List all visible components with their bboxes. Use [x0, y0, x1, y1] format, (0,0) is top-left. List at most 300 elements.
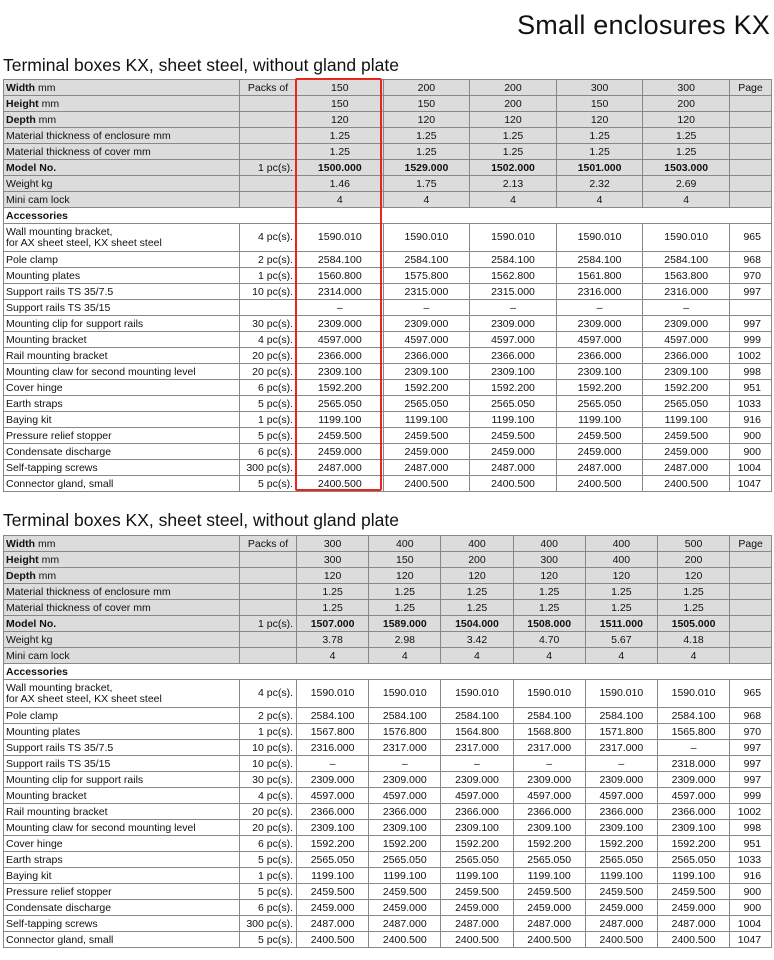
accessory-label-line: Mounting clip for support rails	[6, 773, 144, 786]
model-row	[4, 160, 772, 176]
lock-value: 4	[383, 192, 470, 208]
packs-header: Packs of	[240, 536, 297, 552]
accessory-part-number: 2309.100	[383, 364, 470, 380]
accessory-part-number: 2400.500	[643, 476, 730, 492]
accessory-part-number: 2400.500	[556, 476, 643, 492]
accessory-label-line: Support rails TS 35/15	[6, 757, 111, 770]
accessory-part-number: 2309.000	[383, 316, 470, 332]
accessory-part-number: 2400.500	[369, 932, 441, 948]
page-cell: 999	[729, 332, 771, 348]
accessory-part-number: 2487.000	[297, 916, 369, 932]
accessory-part-number: 2459.500	[297, 884, 369, 900]
accessory-part-number: 1199.100	[470, 412, 557, 428]
pack-cell: 1 pc(s).	[240, 616, 297, 632]
accessories-label: Accessories	[4, 208, 772, 224]
page-header: Page	[730, 536, 772, 552]
lock-label: Mini cam lock	[4, 192, 240, 208]
accessory-part-number: 2309.100	[556, 364, 643, 380]
section-title: Terminal boxes KX, sheet steel, without gland plate	[3, 510, 399, 530]
accessory-part-number: 2565.050	[297, 396, 384, 412]
model-row	[4, 616, 772, 632]
spec-value: 1.25	[470, 144, 557, 160]
pack-cell: 1 pc(s).	[240, 268, 297, 284]
width-label	[4, 80, 240, 96]
model-number: 1505.000	[657, 616, 729, 632]
accessory-part-number: 2459.500	[369, 884, 441, 900]
model-number: 1500.000	[297, 160, 384, 176]
weight-label: Weight kg	[4, 176, 240, 192]
accessory-label-line: Mounting claw for second mounting level	[6, 365, 196, 378]
accessory-part-number: 2459.500	[585, 884, 657, 900]
pack-cell: 20 pc(s).	[240, 820, 297, 836]
accessory-label	[4, 476, 240, 492]
accessory-part-number: 1590.010	[369, 680, 441, 708]
page-cell	[730, 600, 772, 616]
accessory-part-number: 1592.200	[383, 380, 470, 396]
spec-row	[4, 112, 772, 128]
lock-value: 4	[470, 192, 557, 208]
accessory-part-number: 2309.000	[657, 772, 729, 788]
lock-value: 4	[657, 648, 729, 664]
accessory-label-line: Support rails TS 35/7.5	[6, 285, 114, 298]
accessory-row	[4, 804, 772, 820]
accessory-part-number: –	[556, 300, 643, 316]
accessory-part-number: 2309.100	[369, 820, 441, 836]
accessory-part-number: 2459.500	[657, 884, 729, 900]
accessory-label	[4, 680, 240, 708]
accessory-part-number: 1199.100	[657, 868, 729, 884]
accessory-part-number: 2459.500	[643, 428, 730, 444]
lock-row	[4, 648, 772, 664]
width-label	[4, 536, 240, 552]
spec-row	[4, 552, 772, 568]
weight-row	[4, 632, 772, 648]
spec-value: 120	[657, 568, 729, 584]
accessory-part-number: 1592.200	[513, 836, 585, 852]
spec-value: 1.25	[513, 600, 585, 616]
accessory-label-line: Connector gland, small	[6, 933, 114, 946]
page-cell	[729, 160, 771, 176]
weight-value: 3.42	[441, 632, 513, 648]
accessory-part-number: 2565.050	[585, 852, 657, 868]
accessory-label	[4, 252, 240, 268]
spec-value: 1.25	[470, 128, 557, 144]
spec-row	[4, 600, 772, 616]
accessory-part-number: 2309.100	[513, 820, 585, 836]
pack-cell: 30 pc(s).	[240, 316, 297, 332]
spec-value: 200	[643, 96, 730, 112]
width-label-unit: mm	[37, 81, 56, 94]
model-label: Model No.	[4, 160, 240, 176]
pack-cell: 6 pc(s).	[240, 380, 297, 396]
width-value: 500	[657, 536, 729, 552]
pack-cell: 5 pc(s).	[240, 476, 297, 492]
accessory-row	[4, 348, 772, 364]
accessory-part-number: 4597.000	[556, 332, 643, 348]
accessory-row	[4, 932, 772, 948]
spec-label-unit: mm	[38, 113, 57, 126]
accessory-label	[4, 348, 240, 364]
width-value: 300	[556, 80, 643, 96]
accessory-row	[4, 300, 772, 316]
page-cell	[729, 144, 771, 160]
page-cell: 951	[729, 380, 771, 396]
accessory-label-line: Wall mounting bracket,	[6, 681, 113, 694]
spec-value: 120	[441, 568, 513, 584]
spec-value: 1.25	[297, 584, 369, 600]
spec-value: 150	[297, 96, 384, 112]
accessory-row	[4, 412, 772, 428]
accessory-part-number: 2366.000	[297, 804, 369, 820]
accessory-part-number: 2459.000	[297, 900, 369, 916]
accessory-part-number: 2309.000	[441, 772, 513, 788]
spec-label-text: Height	[6, 553, 39, 566]
lock-value: 4	[513, 648, 585, 664]
accessory-label-line: Pressure relief stopper	[6, 429, 112, 442]
accessory-part-number: 2309.000	[297, 772, 369, 788]
spec-label	[4, 112, 240, 128]
accessory-part-number: 2366.000	[470, 348, 557, 364]
accessory-row	[4, 284, 772, 300]
pack-cell	[240, 96, 297, 112]
accessory-part-number: –	[369, 756, 441, 772]
page-cell: 965	[729, 224, 771, 252]
accessory-label-line: Mounting plates	[6, 269, 81, 282]
accessory-part-number: –	[513, 756, 585, 772]
accessory-part-number: 2459.500	[513, 884, 585, 900]
accessory-part-number: 2400.500	[585, 932, 657, 948]
page-cell	[730, 648, 772, 664]
pack-cell: 4 pc(s).	[240, 224, 297, 252]
width-value: 300	[643, 80, 730, 96]
lock-value: 4	[441, 648, 513, 664]
page-cell: 900	[729, 428, 771, 444]
accessory-part-number: 2565.050	[297, 852, 369, 868]
accessory-label	[4, 724, 240, 740]
accessory-part-number: 1571.800	[585, 724, 657, 740]
model-number: 1589.000	[369, 616, 441, 632]
spec-label-text: Height	[6, 97, 39, 110]
spec-row	[4, 96, 772, 112]
spec-label	[4, 568, 240, 584]
lock-value: 4	[297, 192, 384, 208]
accessory-row	[4, 708, 772, 724]
page-cell: 998	[730, 820, 772, 836]
accessory-part-number: 2400.500	[297, 932, 369, 948]
accessory-label-line: Mounting clip for support rails	[6, 317, 144, 330]
accessory-part-number: 2584.100	[556, 252, 643, 268]
accessory-part-number: 1590.010	[297, 680, 369, 708]
accessory-part-number: 1199.100	[441, 868, 513, 884]
page-cell	[729, 128, 771, 144]
width-value: 200	[383, 80, 470, 96]
accessory-label-line: Mounting bracket	[6, 789, 87, 802]
accessory-part-number: 2584.100	[369, 708, 441, 724]
lock-row	[4, 192, 772, 208]
spec-table	[3, 79, 772, 492]
accessory-part-number: 4597.000	[297, 332, 384, 348]
page-cell: 970	[729, 268, 771, 284]
accessory-label	[4, 932, 240, 948]
pack-cell: 1 pc(s).	[240, 160, 297, 176]
accessory-part-number: 1199.100	[383, 412, 470, 428]
page-cell: 1033	[730, 852, 772, 868]
width-value: 200	[470, 80, 557, 96]
accessory-part-number: 2400.500	[441, 932, 513, 948]
accessory-part-number: 2459.000	[643, 444, 730, 460]
accessory-label-line: Pole clamp	[6, 709, 58, 722]
weight-value: 2.13	[470, 176, 557, 192]
accessory-row	[4, 364, 772, 380]
accessory-part-number: 2309.100	[657, 820, 729, 836]
pack-cell: 6 pc(s).	[240, 444, 297, 460]
page-cell: 997	[730, 772, 772, 788]
page-cell: 1002	[729, 348, 771, 364]
pack-cell: 20 pc(s).	[240, 364, 297, 380]
spec-value: 1.25	[297, 128, 384, 144]
spec-label: Material thickness of cover mm	[4, 600, 240, 616]
model-label: Model No.	[4, 616, 240, 632]
width-value: 400	[369, 536, 441, 552]
accessory-part-number: 2487.000	[297, 460, 384, 476]
accessory-label-line: Support rails TS 35/15	[6, 301, 111, 314]
page-cell: 997	[729, 316, 771, 332]
accessory-part-number: 2459.500	[297, 428, 384, 444]
pack-cell: 10 pc(s).	[240, 740, 297, 756]
spec-label: Material thickness of enclosure mm	[4, 584, 240, 600]
accessory-part-number: 2459.000	[383, 444, 470, 460]
pack-cell: 300 pc(s).	[240, 460, 297, 476]
accessory-part-number: 1590.010	[441, 680, 513, 708]
accessory-part-number: 2317.000	[369, 740, 441, 756]
page-cell	[730, 584, 772, 600]
spec-value: 1.25	[657, 600, 729, 616]
page-title: Small enclosures KX	[517, 10, 770, 40]
accessory-part-number: 1592.200	[297, 836, 369, 852]
spec-row	[4, 568, 772, 584]
accessory-part-number: 2366.000	[657, 804, 729, 820]
pack-cell	[240, 600, 297, 616]
pack-cell: 2 pc(s).	[240, 708, 297, 724]
accessory-part-number: 2584.100	[513, 708, 585, 724]
accessory-label-line: Baying kit	[6, 869, 52, 882]
pack-cell: 4 pc(s).	[240, 332, 297, 348]
accessory-label-line: Rail mounting bracket	[6, 805, 108, 818]
accessory-part-number: 4597.000	[643, 332, 730, 348]
pack-cell: 6 pc(s).	[240, 900, 297, 916]
accessory-row	[4, 772, 772, 788]
spec-value: 1.25	[585, 600, 657, 616]
pack-cell	[240, 584, 297, 600]
accessory-label-line: Cover hinge	[6, 837, 63, 850]
accessory-part-number: 2459.000	[657, 900, 729, 916]
accessory-part-number: 2317.000	[441, 740, 513, 756]
page-cell: 951	[730, 836, 772, 852]
weight-value: 3.78	[297, 632, 369, 648]
page-cell: 968	[729, 252, 771, 268]
accessory-part-number: 2309.000	[470, 316, 557, 332]
accessory-label-line: for AX sheet steel, KX sheet steel	[6, 692, 162, 705]
spec-value: 150	[369, 552, 441, 568]
page-cell: 916	[729, 412, 771, 428]
pack-cell	[240, 648, 297, 664]
pack-cell: 30 pc(s).	[240, 772, 297, 788]
accessory-part-number: 2487.000	[556, 460, 643, 476]
accessory-label	[4, 364, 240, 380]
accessory-part-number: 4597.000	[383, 332, 470, 348]
accessory-label	[4, 444, 240, 460]
accessory-part-number: 1590.010	[513, 680, 585, 708]
spec-value: 120	[585, 568, 657, 584]
accessory-part-number: 4597.000	[297, 788, 369, 804]
accessory-part-number: 2487.000	[513, 916, 585, 932]
accessory-part-number: 1592.200	[441, 836, 513, 852]
accessory-part-number: 2459.000	[441, 900, 513, 916]
accessory-label-line: Support rails TS 35/7.5	[6, 741, 114, 754]
accessory-part-number: 1565.800	[657, 724, 729, 740]
accessory-part-number: 2366.000	[383, 348, 470, 364]
pack-cell: 20 pc(s).	[240, 804, 297, 820]
model-number: 1507.000	[297, 616, 369, 632]
page-cell	[729, 192, 771, 208]
pack-cell: 1 pc(s).	[240, 412, 297, 428]
spec-label	[4, 96, 240, 112]
spec-label: Material thickness of cover mm	[4, 144, 240, 160]
accessory-label	[4, 412, 240, 428]
width-value: 300	[297, 536, 369, 552]
accessory-label	[4, 224, 240, 252]
page-cell: 997	[730, 756, 772, 772]
accessory-part-number: 2459.000	[585, 900, 657, 916]
pack-cell	[240, 552, 297, 568]
accessory-part-number: –	[297, 300, 384, 316]
pack-cell: 5 pc(s).	[240, 428, 297, 444]
lock-value: 4	[297, 648, 369, 664]
spec-label-unit: mm	[38, 569, 57, 582]
accessory-part-number: 2584.100	[297, 252, 384, 268]
accessory-part-number: 2565.050	[556, 396, 643, 412]
accessory-row	[4, 740, 772, 756]
accessory-label	[4, 316, 240, 332]
accessory-row	[4, 680, 772, 708]
page-cell: 1004	[729, 460, 771, 476]
weight-value: 2.98	[369, 632, 441, 648]
accessory-part-number: 2314.000	[297, 284, 384, 300]
accessories-header-row	[4, 664, 772, 680]
accessory-part-number: 2487.000	[383, 460, 470, 476]
accessory-part-number: 2309.100	[297, 364, 384, 380]
spec-value: 1.25	[369, 600, 441, 616]
accessory-label-line: Pressure relief stopper	[6, 885, 112, 898]
pack-cell: 5 pc(s).	[240, 396, 297, 412]
spec-value: 1.25	[657, 584, 729, 600]
lock-value: 4	[643, 192, 730, 208]
accessory-part-number: 2459.500	[441, 884, 513, 900]
spec-value: 1.25	[643, 128, 730, 144]
spec-value: 1.25	[441, 584, 513, 600]
page-cell: 997	[730, 740, 772, 756]
pack-cell: 4 pc(s).	[240, 788, 297, 804]
accessory-label	[4, 300, 240, 316]
accessory-part-number: 2309.100	[585, 820, 657, 836]
accessory-part-number: 1592.200	[297, 380, 384, 396]
accessory-row	[4, 268, 772, 284]
page-cell	[729, 96, 771, 112]
accessory-part-number: 2565.050	[643, 396, 730, 412]
accessory-part-number: 2309.000	[556, 316, 643, 332]
lock-value: 4	[556, 192, 643, 208]
accessory-part-number: 2309.100	[643, 364, 730, 380]
pack-cell	[240, 144, 297, 160]
accessory-part-number: 2366.000	[369, 804, 441, 820]
accessory-part-number: 1590.010	[297, 224, 384, 252]
accessory-label	[4, 852, 240, 868]
page-cell: 1047	[729, 476, 771, 492]
spec-value: 120	[297, 112, 384, 128]
accessory-label-line: Cover hinge	[6, 381, 63, 394]
spec-value: 120	[556, 112, 643, 128]
page-cell: 1002	[730, 804, 772, 820]
page-cell: 998	[729, 364, 771, 380]
accessory-part-number: 2400.500	[470, 476, 557, 492]
accessory-label	[4, 460, 240, 476]
accessory-part-number: 1199.100	[556, 412, 643, 428]
accessory-label-line: Condensate discharge	[6, 901, 112, 914]
accessories-header-row	[4, 208, 772, 224]
spec-label-text: Depth	[6, 569, 36, 582]
accessory-part-number: 1592.200	[470, 380, 557, 396]
accessory-part-number: 2565.050	[513, 852, 585, 868]
accessory-part-number: –	[470, 300, 557, 316]
accessory-part-number: 2584.100	[297, 708, 369, 724]
accessory-part-number: 4597.000	[441, 788, 513, 804]
accessory-part-number: 2565.050	[441, 852, 513, 868]
accessory-part-number: 1561.800	[556, 268, 643, 284]
accessory-part-number: 2459.000	[556, 444, 643, 460]
accessory-part-number: 2309.000	[513, 772, 585, 788]
weight-value: 5.67	[585, 632, 657, 648]
accessory-part-number: 4597.000	[513, 788, 585, 804]
accessory-part-number: 2366.000	[556, 348, 643, 364]
accessory-label	[4, 284, 240, 300]
accessory-part-number: 2315.000	[383, 284, 470, 300]
pack-cell: 6 pc(s).	[240, 836, 297, 852]
spec-label	[4, 552, 240, 568]
spec-value: 120	[383, 112, 470, 128]
accessory-label	[4, 708, 240, 724]
spec-value: 150	[383, 96, 470, 112]
accessory-label-line: Self-tapping screws	[6, 917, 98, 930]
accessory-part-number: 2459.500	[556, 428, 643, 444]
accessory-label	[4, 332, 240, 348]
pack-cell: 1 pc(s).	[240, 868, 297, 884]
accessories-label: Accessories	[4, 664, 772, 680]
spec-row	[4, 584, 772, 600]
page-cell	[729, 112, 771, 128]
pack-cell	[240, 632, 297, 648]
accessory-label-line: Earth straps	[6, 853, 63, 866]
accessory-label	[4, 820, 240, 836]
accessory-label-line: Mounting plates	[6, 725, 81, 738]
accessory-row	[4, 836, 772, 852]
width-value: 400	[585, 536, 657, 552]
pack-cell: 20 pc(s).	[240, 348, 297, 364]
weight-value: 1.75	[383, 176, 470, 192]
page-cell	[729, 300, 771, 316]
accessory-part-number: 2584.100	[441, 708, 513, 724]
accessory-part-number: 1563.800	[643, 268, 730, 284]
accessory-part-number: 2487.000	[441, 916, 513, 932]
